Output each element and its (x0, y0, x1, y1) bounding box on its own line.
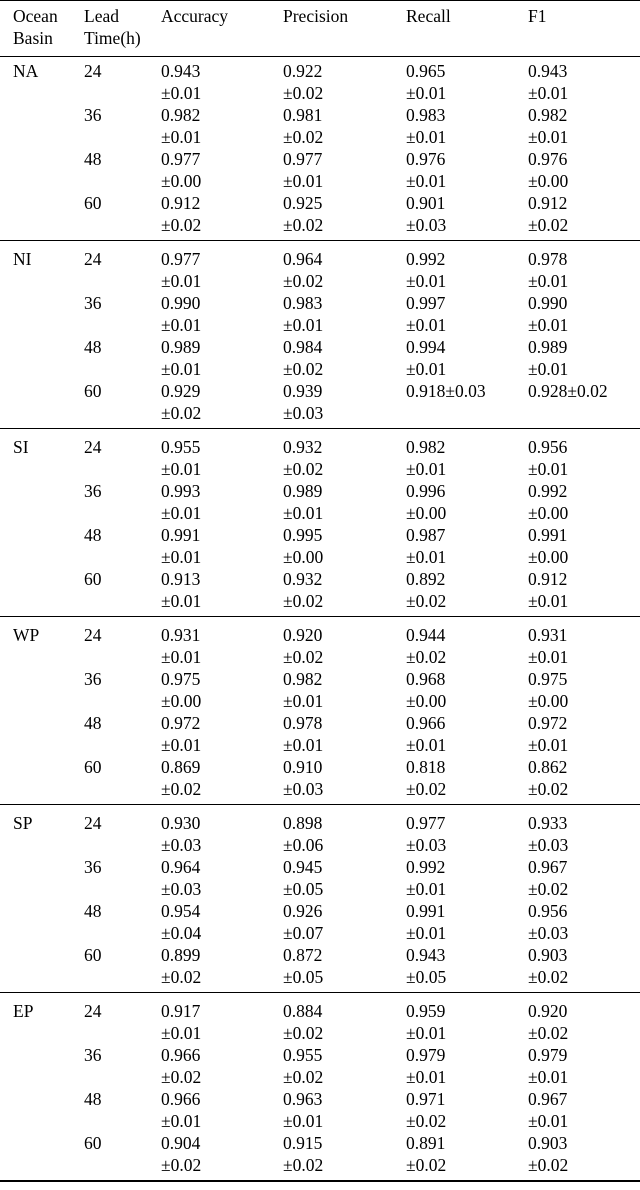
f1-std: ±0.01 (528, 359, 569, 379)
f1-value: 0.903 (528, 1133, 568, 1153)
accuracy-value: 0.954 (161, 901, 201, 921)
accuracy-value: 0.990 (161, 293, 201, 313)
f1-value: 0.976 (528, 149, 568, 169)
basin-label: SP (13, 813, 33, 833)
header-basin-line2: Basin (13, 28, 53, 48)
recall-value: 0.991 (406, 901, 446, 921)
precision-value: 0.984 (283, 337, 323, 357)
precision-std: ±0.02 (283, 1023, 324, 1043)
recall-value: 0.943 (406, 945, 446, 965)
recall-value: 0.918±0.03 (406, 381, 486, 401)
f1-value: 0.992 (528, 481, 568, 501)
recall-std: ±0.01 (406, 315, 447, 335)
precision-std: ±0.01 (283, 1111, 324, 1131)
accuracy-std: ±0.03 (161, 835, 202, 855)
lead-time-cell: 48 (84, 713, 102, 733)
lead-time-cell: 48 (84, 337, 102, 357)
accuracy-std: ±0.01 (161, 315, 202, 335)
precision-value: 0.982 (283, 669, 323, 689)
precision-std: ±0.01 (283, 735, 324, 755)
precision-std: ±0.00 (283, 547, 324, 567)
recall-std: ±0.01 (406, 735, 447, 755)
recall-value: 0.971 (406, 1089, 446, 1109)
basin-label: EP (13, 1001, 34, 1021)
precision-std: ±0.01 (283, 171, 324, 191)
recall-std: ±0.01 (406, 879, 447, 899)
recall-value: 0.994 (406, 337, 446, 357)
precision-std: ±0.07 (283, 923, 324, 943)
lead-time-cell: 36 (84, 1045, 102, 1065)
basin-label: NI (13, 249, 32, 269)
f1-std: ±0.01 (528, 83, 569, 103)
f1-std: ±0.02 (528, 967, 569, 987)
recall-std: ±0.01 (406, 127, 447, 147)
recall-value: 0.977 (406, 813, 446, 833)
f1-std: ±0.02 (528, 1155, 569, 1175)
f1-value: 0.903 (528, 945, 568, 965)
accuracy-value: 0.977 (161, 249, 201, 269)
accuracy-std: ±0.01 (161, 647, 202, 667)
recall-std: ±0.02 (406, 779, 447, 799)
f1-value: 0.978 (528, 249, 568, 269)
f1-std: ±0.00 (528, 547, 569, 567)
accuracy-std: ±0.01 (161, 271, 202, 291)
lead-time-cell: 48 (84, 1089, 102, 1109)
f1-std: ±0.02 (528, 879, 569, 899)
accuracy-std: ±0.03 (161, 879, 202, 899)
precision-std: ±0.02 (283, 1155, 324, 1175)
recall-value: 0.901 (406, 193, 446, 213)
lead-time-cell: 36 (84, 669, 102, 689)
recall-std: ±0.00 (406, 503, 447, 523)
accuracy-value: 0.904 (161, 1133, 201, 1153)
precision-value: 0.920 (283, 625, 323, 645)
recall-std: ±0.01 (406, 923, 447, 943)
recall-std: ±0.01 (406, 1023, 447, 1043)
lead-time-cell: 48 (84, 525, 102, 545)
header-accuracy: Accuracy (161, 6, 229, 26)
f1-value: 0.972 (528, 713, 568, 733)
f1-value: 0.956 (528, 437, 568, 457)
recall-std: ±0.02 (406, 591, 447, 611)
f1-std: ±0.03 (528, 835, 569, 855)
precision-value: 0.978 (283, 713, 323, 733)
f1-value: 0.862 (528, 757, 568, 777)
precision-std: ±0.02 (283, 127, 324, 147)
precision-value: 0.977 (283, 149, 323, 169)
accuracy-value: 0.972 (161, 713, 201, 733)
precision-std: ±0.05 (283, 879, 324, 899)
precision-std: ±0.02 (283, 591, 324, 611)
group-rule (0, 616, 640, 617)
precision-value: 0.932 (283, 569, 323, 589)
header-lead-line1: Lead (84, 6, 119, 26)
precision-std: ±0.03 (283, 779, 324, 799)
f1-std: ±0.03 (528, 923, 569, 943)
precision-value: 0.963 (283, 1089, 323, 1109)
precision-value: 0.872 (283, 945, 323, 965)
precision-std: ±0.02 (283, 647, 324, 667)
recall-value: 0.982 (406, 437, 446, 457)
accuracy-value: 0.869 (161, 757, 201, 777)
accuracy-value: 0.943 (161, 61, 201, 81)
f1-std: ±0.01 (528, 735, 569, 755)
precision-value: 0.925 (283, 193, 323, 213)
f1-value: 0.933 (528, 813, 568, 833)
accuracy-std: ±0.01 (161, 127, 202, 147)
bottom-rule (0, 1180, 640, 1182)
f1-std: ±0.01 (528, 1111, 569, 1131)
header-f1: F1 (528, 6, 547, 26)
recall-std: ±0.01 (406, 547, 447, 567)
f1-std: ±0.02 (528, 779, 569, 799)
lead-time-cell: 48 (84, 901, 102, 921)
accuracy-std: ±0.02 (161, 215, 202, 235)
precision-value: 0.926 (283, 901, 323, 921)
f1-value: 0.989 (528, 337, 568, 357)
accuracy-std: ±0.01 (161, 83, 202, 103)
recall-value: 0.818 (406, 757, 446, 777)
header-recall: Recall (406, 6, 451, 26)
f1-std: ±0.01 (528, 459, 569, 479)
recall-value: 0.992 (406, 857, 446, 877)
precision-std: ±0.01 (283, 503, 324, 523)
group-rule (0, 992, 640, 993)
precision-value: 0.995 (283, 525, 323, 545)
lead-time-cell: 24 (84, 437, 102, 457)
accuracy-value: 0.966 (161, 1089, 201, 1109)
recall-value: 0.892 (406, 569, 446, 589)
precision-value: 0.981 (283, 105, 323, 125)
f1-value: 0.967 (528, 1089, 568, 1109)
recall-value: 0.983 (406, 105, 446, 125)
accuracy-std: ±0.01 (161, 1023, 202, 1043)
accuracy-value: 0.929 (161, 381, 201, 401)
lead-time-cell: 24 (84, 813, 102, 833)
accuracy-value: 0.930 (161, 813, 201, 833)
recall-std: ±0.02 (406, 1155, 447, 1175)
lead-time-cell: 36 (84, 293, 102, 313)
recall-value: 0.965 (406, 61, 446, 81)
f1-value: 0.967 (528, 857, 568, 877)
accuracy-std: ±0.04 (161, 923, 202, 943)
f1-std: ±0.02 (528, 215, 569, 235)
precision-value: 0.964 (283, 249, 323, 269)
f1-value: 0.975 (528, 669, 568, 689)
recall-std: ±0.02 (406, 1111, 447, 1131)
lead-time-cell: 60 (84, 945, 102, 965)
accuracy-value: 0.977 (161, 149, 201, 169)
precision-std: ±0.02 (283, 459, 324, 479)
recall-value: 0.944 (406, 625, 446, 645)
lead-time-cell: 36 (84, 481, 102, 501)
f1-value: 0.920 (528, 1001, 568, 1021)
recall-value: 0.959 (406, 1001, 446, 1021)
precision-value: 0.945 (283, 857, 323, 877)
recall-value: 0.997 (406, 293, 446, 313)
header-basin-line1: Ocean (13, 6, 58, 26)
accuracy-value: 0.913 (161, 569, 201, 589)
recall-std: ±0.02 (406, 647, 447, 667)
lead-time-cell: 48 (84, 149, 102, 169)
precision-std: ±0.01 (283, 315, 324, 335)
precision-value: 0.898 (283, 813, 323, 833)
accuracy-std: ±0.02 (161, 967, 202, 987)
precision-value: 0.983 (283, 293, 323, 313)
accuracy-std: ±0.01 (161, 591, 202, 611)
precision-std: ±0.03 (283, 403, 324, 423)
lead-time-cell: 60 (84, 757, 102, 777)
f1-std: ±0.01 (528, 591, 569, 611)
recall-value: 0.968 (406, 669, 446, 689)
accuracy-value: 0.912 (161, 193, 201, 213)
precision-value: 0.884 (283, 1001, 323, 1021)
precision-value: 0.922 (283, 61, 323, 81)
accuracy-value: 0.975 (161, 669, 201, 689)
lead-time-cell: 36 (84, 857, 102, 877)
accuracy-std: ±0.02 (161, 779, 202, 799)
accuracy-value: 0.955 (161, 437, 201, 457)
recall-std: ±0.01 (406, 83, 447, 103)
f1-value: 0.912 (528, 193, 568, 213)
lead-time-cell: 60 (84, 569, 102, 589)
f1-std: ±0.00 (528, 691, 569, 711)
accuracy-std: ±0.01 (161, 459, 202, 479)
accuracy-value: 0.917 (161, 1001, 201, 1021)
precision-std: ±0.02 (283, 271, 324, 291)
accuracy-std: ±0.02 (161, 1155, 202, 1175)
header-precision: Precision (283, 6, 349, 26)
accuracy-std: ±0.00 (161, 691, 202, 711)
precision-value: 0.939 (283, 381, 323, 401)
recall-std: ±0.01 (406, 171, 447, 191)
lead-time-cell: 60 (84, 193, 102, 213)
precision-value: 0.910 (283, 757, 323, 777)
basin-label: SI (13, 437, 29, 457)
accuracy-value: 0.982 (161, 105, 201, 125)
recall-value: 0.891 (406, 1133, 446, 1153)
precision-std: ±0.02 (283, 215, 324, 235)
precision-std: ±0.05 (283, 967, 324, 987)
precision-std: ±0.02 (283, 83, 324, 103)
basin-label: WP (13, 625, 40, 645)
accuracy-value: 0.931 (161, 625, 201, 645)
lead-time-cell: 24 (84, 61, 102, 81)
f1-std: ±0.01 (528, 1067, 569, 1087)
accuracy-std: ±0.02 (161, 1067, 202, 1087)
f1-value: 0.943 (528, 61, 568, 81)
f1-std: ±0.01 (528, 127, 569, 147)
precision-std: ±0.06 (283, 835, 324, 855)
header-rule (0, 56, 640, 57)
header-lead-line2: Time(h) (84, 28, 141, 48)
precision-value: 0.932 (283, 437, 323, 457)
precision-value: 0.915 (283, 1133, 323, 1153)
accuracy-std: ±0.01 (161, 1111, 202, 1131)
accuracy-value: 0.966 (161, 1045, 201, 1065)
precision-std: ±0.02 (283, 1067, 324, 1087)
recall-std: ±0.01 (406, 1067, 447, 1087)
recall-value: 0.987 (406, 525, 446, 545)
recall-value: 0.966 (406, 713, 446, 733)
f1-std: ±0.00 (528, 171, 569, 191)
recall-value: 0.992 (406, 249, 446, 269)
accuracy-std: ±0.02 (161, 403, 202, 423)
lead-time-cell: 24 (84, 249, 102, 269)
accuracy-value: 0.991 (161, 525, 201, 545)
accuracy-std: ±0.00 (161, 171, 202, 191)
top-rule (0, 0, 640, 1)
lead-time-cell: 60 (84, 1133, 102, 1153)
recall-value: 0.979 (406, 1045, 446, 1065)
f1-value: 0.912 (528, 569, 568, 589)
recall-std: ±0.00 (406, 691, 447, 711)
accuracy-value: 0.964 (161, 857, 201, 877)
accuracy-std: ±0.01 (161, 503, 202, 523)
group-rule (0, 240, 640, 241)
accuracy-value: 0.899 (161, 945, 201, 965)
precision-std: ±0.02 (283, 359, 324, 379)
recall-std: ±0.03 (406, 215, 447, 235)
group-rule (0, 428, 640, 429)
accuracy-value: 0.993 (161, 481, 201, 501)
precision-value: 0.955 (283, 1045, 323, 1065)
f1-value: 0.956 (528, 901, 568, 921)
accuracy-std: ±0.01 (161, 735, 202, 755)
recall-std: ±0.01 (406, 271, 447, 291)
recall-value: 0.976 (406, 149, 446, 169)
group-rule (0, 804, 640, 805)
f1-value: 0.931 (528, 625, 568, 645)
accuracy-std: ±0.01 (161, 547, 202, 567)
basin-label: NA (13, 61, 39, 81)
f1-std: ±0.01 (528, 271, 569, 291)
f1-value: 0.990 (528, 293, 568, 313)
f1-value: 0.991 (528, 525, 568, 545)
f1-std: ±0.02 (528, 1023, 569, 1043)
recall-std: ±0.05 (406, 967, 447, 987)
recall-value: 0.996 (406, 481, 446, 501)
accuracy-value: 0.989 (161, 337, 201, 357)
lead-time-cell: 24 (84, 1001, 102, 1021)
f1-value: 0.928±0.02 (528, 381, 608, 401)
recall-std: ±0.01 (406, 459, 447, 479)
recall-std: ±0.03 (406, 835, 447, 855)
f1-std: ±0.00 (528, 503, 569, 523)
f1-std: ±0.01 (528, 315, 569, 335)
lead-time-cell: 60 (84, 381, 102, 401)
precision-value: 0.989 (283, 481, 323, 501)
lead-time-cell: 24 (84, 625, 102, 645)
recall-std: ±0.01 (406, 359, 447, 379)
accuracy-std: ±0.01 (161, 359, 202, 379)
precision-std: ±0.01 (283, 691, 324, 711)
f1-value: 0.982 (528, 105, 568, 125)
f1-std: ±0.01 (528, 647, 569, 667)
f1-value: 0.979 (528, 1045, 568, 1065)
lead-time-cell: 36 (84, 105, 102, 125)
